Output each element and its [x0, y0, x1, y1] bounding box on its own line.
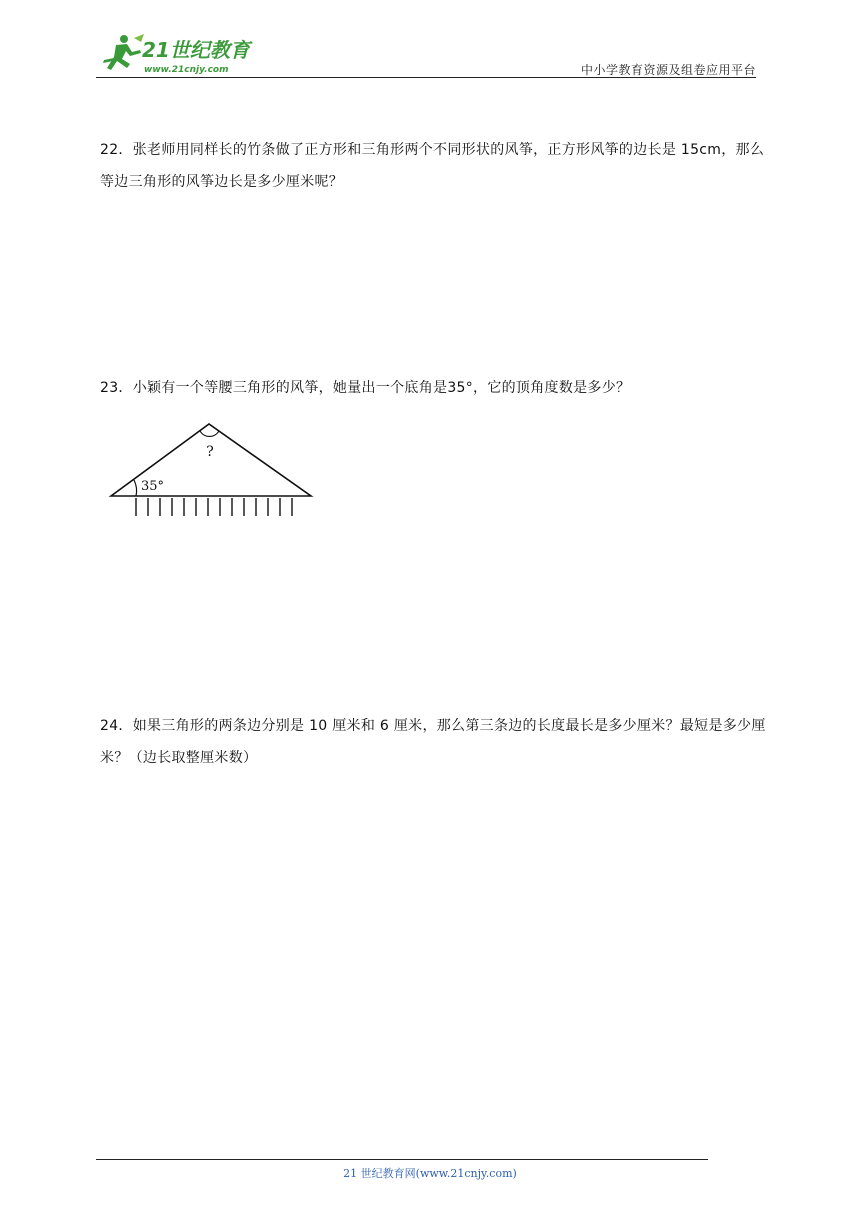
- site-logo: [94, 30, 264, 78]
- runner-icon: [103, 34, 144, 70]
- base-angle-label: 35°: [141, 479, 165, 494]
- base-angle-arc: [134, 480, 137, 496]
- logo-url: www.21cnjy.com: [144, 65, 229, 75]
- question-number: 23．: [100, 380, 133, 396]
- footer-text: 21 世纪教育网(www.21cnjy.com): [343, 1167, 517, 1180]
- question-22: [100, 134, 770, 198]
- page-header: [0, 0, 860, 80]
- logo-text: 21世纪教育: [142, 38, 250, 62]
- header-divider: [96, 77, 756, 78]
- question-24: [100, 710, 770, 774]
- question-number: 22．: [100, 142, 133, 158]
- question-number: 24．: [100, 718, 133, 734]
- isosceles-triangle-figure: [108, 420, 318, 520]
- question-text: 小颖有一个等腰三角形的风筝，她量出一个底角是35°，它的顶角度数是多少？: [132, 380, 631, 396]
- footer-divider: [96, 1159, 708, 1160]
- apex-angle-arc: [200, 431, 219, 436]
- question-text: 张老师用同样长的竹条做了正方形和三角形两个不同形状的风筝，正方形风筝的边长是 15cm，那么等边三角形的风筝边长是多少厘米呢？: [100, 142, 765, 190]
- ground-hatching: [136, 498, 292, 516]
- question-23: [100, 372, 770, 404]
- header-platform-text: 中小学教育资源及组卷应用平台: [580, 63, 756, 77]
- apex-angle-label: ?: [206, 444, 214, 460]
- question-text: 如果三角形的两条边分别是 10 厘米和 6 厘米，那么第三条边的长度最长是多少厘米？最短是多少厘米？（边长取整厘米数）: [100, 718, 766, 766]
